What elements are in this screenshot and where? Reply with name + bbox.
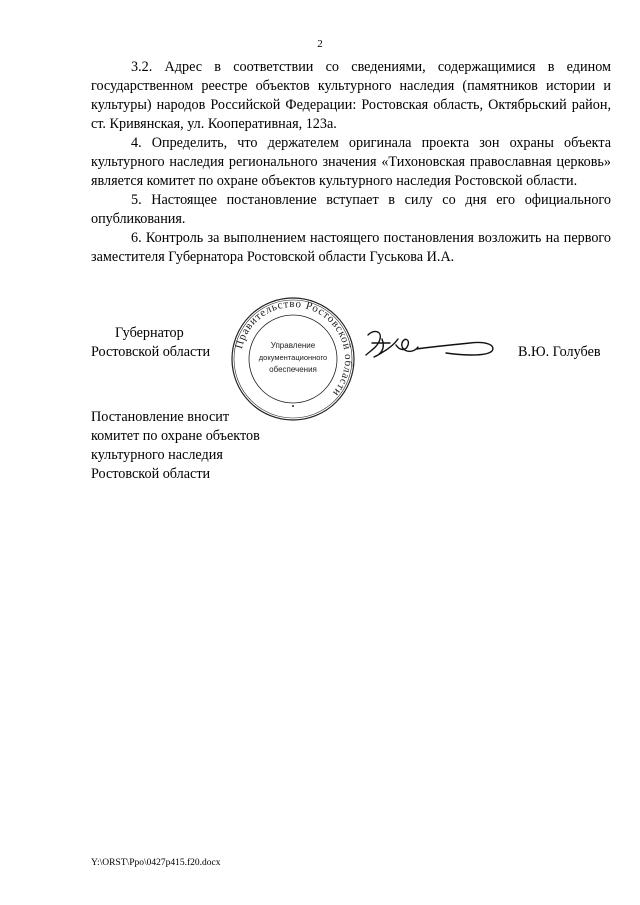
signatory-title-line2: Ростовской области [91,344,211,360]
seal-inner-line1: Управление [270,341,316,350]
official-seal [230,296,356,422]
svg-text:•: • [291,402,295,411]
submitted-by-line2: комитет по охране объектов [91,428,260,444]
submitted-by-line3: культурного наследия [91,447,223,463]
signatory-title [91,324,210,362]
page-number: 2 [317,38,323,50]
file-path: Y:\ORST\Ppo\0427p415.f20.docx [91,858,221,868]
paragraph-6: 6. Контроль за выполнением настоящего постановления возложить на первого заместителя Губернатора Ростовской области Гуськова И.А. [91,230,611,265]
signatory-title-line1: Губернатор [115,325,184,341]
submitted-by-line4: Ростовской области [91,466,211,482]
paragraph-4: 4. Определить, что держателем оригинала проекта зон охраны объекта культурного наследия регионального значения «Тихоновская православная церковь» является комитет по охране объектов культурного наследия Ростовской области. [91,135,611,189]
seal-inner-line3: обеспечения [269,365,317,374]
signatory-name: В.Ю. Голубев [518,344,601,360]
seal-inner-line2: документационного [258,353,328,362]
paragraph-5: 5. Настоящее постановление вступает в силу со дня его официального опубликования. [91,192,611,227]
handwritten-signature [360,325,500,365]
submitted-by-note [91,408,260,484]
document-body [91,58,611,267]
svg-text:Правительство Ростовской облас: Правительство Ростовской области [233,297,355,399]
paragraph-3-2: 3.2. Адрес в соответствии со сведениями, содержащимися в едином государственном реестре объектов культурного наследия (памятников истории и культуры) народов Российской Федерации: Ростовская область, Октябрьский район, ст. Кривянская, ул. Кооперативная, 123а. [91,59,611,132]
submitted-by-line1: Постановление вносит [91,409,230,425]
